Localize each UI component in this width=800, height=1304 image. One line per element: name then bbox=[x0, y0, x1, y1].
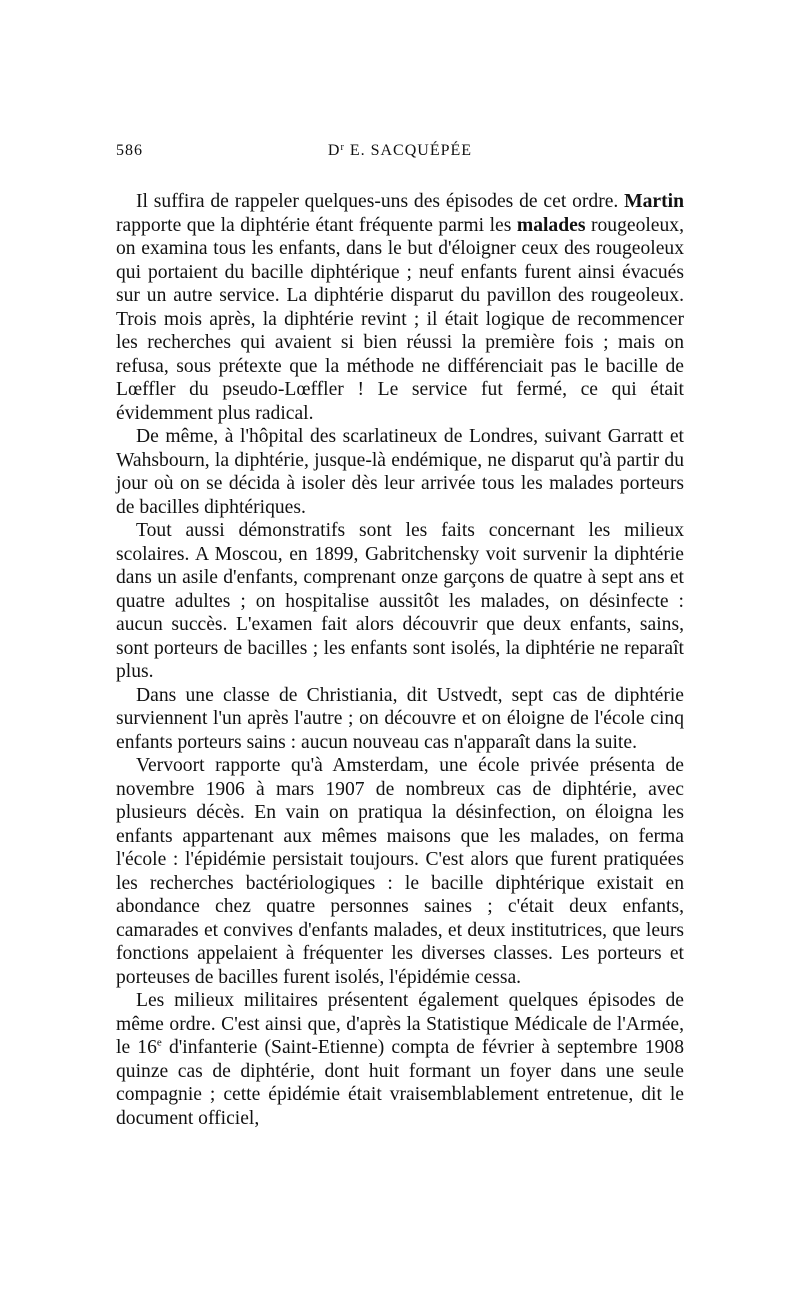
text-run: Dans une classe de Christiania, dit Ustvedt, sept cas de diphtérie surviennent l'un après l'autre ; on découvre et on éloigne de l'école cinq enfants porteurs sains : aucun nouveau cas n'apparaît dans la suite. bbox=[116, 684, 684, 753]
running-title bbox=[116, 142, 684, 160]
paragraph bbox=[116, 190, 684, 425]
author-prefix: D bbox=[327, 142, 341, 159]
author-prefix-superscript: r bbox=[340, 142, 345, 153]
running-head bbox=[116, 142, 684, 172]
text-run: Les milieux militaires présentent également quelques épisodes de même ordre. C'est ainsi que, d'après la Statistique Médicale de l'Armée, le 16 bbox=[116, 990, 684, 1058]
body-text bbox=[116, 190, 684, 1130]
paragraph bbox=[116, 425, 684, 519]
text-run: De même, à l'hôpital des scarlatineux de Londres, suivant Garratt et Wahsbourn, la diphtérie, jusque-là endémique, ne disparut qu'à partir du jour où on se décida à isoler dès leur arrivée tous les malades porteurs de bacilles diphtériques. bbox=[116, 426, 684, 518]
paragraph bbox=[116, 754, 684, 989]
paragraph bbox=[116, 684, 684, 755]
page-number: 586 bbox=[116, 142, 143, 159]
text-run: rapporte que la diphtérie étant fréquente parmi les bbox=[116, 214, 517, 236]
emphasized-text: Martin bbox=[624, 191, 684, 212]
author-name: E. SACQUÉPÉE bbox=[344, 142, 473, 159]
text-run: d'infanterie (Saint-Etienne) compta de février à septembre 1908 quinze cas de diphtérie, dont huit formant un foyer dans une seule compagnie ; cette épidémie était vraisemblablement entretenue, dit le document officiel, bbox=[116, 1037, 684, 1129]
paragraph bbox=[116, 519, 684, 684]
book-page bbox=[116, 142, 684, 1130]
paragraph bbox=[116, 989, 684, 1130]
text-run: rougeoleux, on examina tous les enfants, dans le but d'éloigner ceux des rougeoleux qui portaient du bacille diphtérique ; neuf enfants furent ainsi évacués sur un autre service. La diphtérie disparut du pavillon des rougeoleux. Trois mois après, la diphtérie revint ; il était logique de recommencer les recherches qui avaient si bien réussi la première fois ; mais on refusa, sous prétexte que la méthode ne différenciait pas le bacille de Lœffler du pseudo-Lœffler ! Le service fut fermé, ce qui était évidemment plus radical. bbox=[116, 214, 684, 424]
text-run: Il suffira de rappeler quelques-uns des épisodes de cet ordre. bbox=[136, 191, 625, 212]
emphasized-text: malades bbox=[516, 214, 586, 236]
text-run: Vervoort rapporte qu'à Amsterdam, une école privée présenta de novembre 1906 à mars 1907 de nombreux cas de diphtérie, avec plusieurs décès. En vain on pratiqua la désinfection, on éloigna les enfants appartenant aux mêmes maisons que les malades, on ferma l'école : l'épidémie persistait toujours. C'est alors que furent pratiquées les recherches bactériologiques : le bacille diphtérique existait en abondance chez quatre personnes saines ; c'était deux enfants, camarades et convives d'enfants malades, et deux institutrices, que leurs fonctions appelaient à fréquenter les diverses classes. Les porteurs et porteuses de bacilles furent isolés, l'épidémie cessa. bbox=[116, 755, 684, 988]
superscript-text: e bbox=[156, 1036, 162, 1049]
text-run: Tout aussi démonstratifs sont les faits concernant les milieux scolaires. A Moscou, en 1899, Gabritchensky voit survenir la diphtérie dans un asile d'enfants, comprenant onze garçons de quatre à sept ans et quatre adultes ; on hospitalise aussitôt les malades, on désinfecte : aucun succès. L'examen fait alors découvrir que deux enfants, sains, sont porteurs de bacilles ; les enfants sont isolés, la diphtérie ne reparaît plus. bbox=[116, 520, 684, 682]
